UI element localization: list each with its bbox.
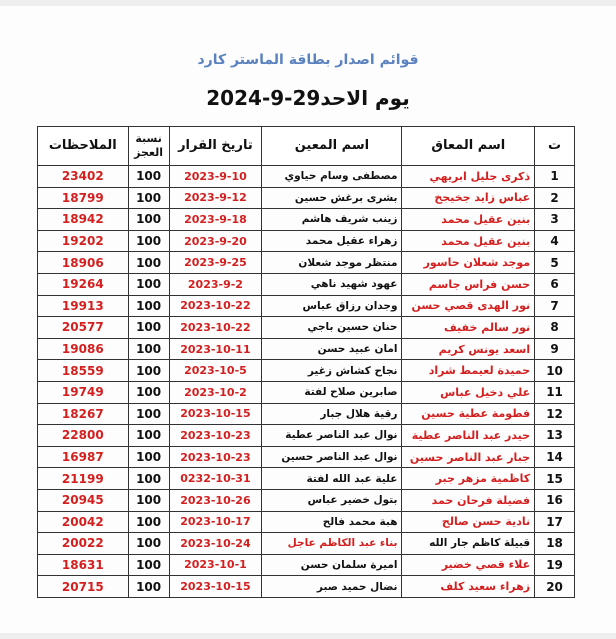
cell-disability-pct: 100 [128,230,169,252]
cell-notes: 18267 [38,403,129,425]
cell-num: 11 [535,381,575,403]
cell-num: 16 [535,489,575,511]
cell-disability-pct: 100 [128,166,169,188]
header-num: ت [535,127,575,166]
cell-disability-pct: 100 [128,489,169,511]
table-row [38,166,575,188]
table-row [38,295,575,317]
cell-decision-date: 2023-9-2 [169,273,262,295]
bottom-divider [0,633,616,639]
cell-disabled-name: فطومة عطية حسين [402,403,535,425]
cell-decision-date: 2023-9-12 [169,187,262,209]
table-row [38,446,575,468]
cell-disability-pct: 100 [128,381,169,403]
cell-disabled-name: قبيلة كاظم جار الله [402,533,535,555]
cell-disabled-name: عباس زايد جخيجخ [402,187,535,209]
cell-notes: 16987 [38,446,129,468]
cell-helper-name: مصطفى وسام حياوي [262,166,402,188]
cell-disabled-name: نادية حسن صالح [402,511,535,533]
cell-notes: 19202 [38,230,129,252]
table-row [38,403,575,425]
cell-notes: 19913 [38,295,129,317]
cell-disabled-name: بنين عقيل محمد [402,209,535,231]
cell-disabled-name: كاظمية مزهر جبر [402,468,535,490]
cell-num: 20 [535,576,575,598]
cell-notes: 18942 [38,209,129,231]
table-row [38,317,575,339]
cell-disability-pct: 100 [128,533,169,555]
cell-notes: 18559 [38,360,129,382]
table-row [38,576,575,598]
cell-helper-name: نضال حميد صبر [262,576,402,598]
table-row [38,468,575,490]
cell-notes: 18906 [38,252,129,274]
cell-disability-pct: 100 [128,295,169,317]
cell-disability-pct: 100 [128,360,169,382]
cell-disability-pct: 100 [128,511,169,533]
cell-disability-pct: 100 [128,317,169,339]
cell-num: 2 [535,187,575,209]
cell-notes: 19086 [38,338,129,360]
cell-notes: 21199 [38,468,129,490]
cell-disabled-name: حسن فراس جاسم [402,273,535,295]
cell-disability-pct: 100 [128,187,169,209]
cell-decision-date: 2023-10-17 [169,511,262,533]
cell-disabled-name: حميدة لعيمط شراد [402,360,535,382]
cell-num: 10 [535,360,575,382]
cell-notes: 19749 [38,381,129,403]
cell-decision-date: 2023-9-10 [169,166,262,188]
table-row [38,209,575,231]
page-subtitle: يوم الاحد29-9-2024 [206,86,410,110]
cell-helper-name: نجاح كشاش زغير [262,360,402,382]
cell-disability-pct: 100 [128,273,169,295]
table-row [38,187,575,209]
cell-num: 3 [535,209,575,231]
cell-decision-date: 0232-10-31 [169,468,262,490]
cell-notes: 20042 [38,511,129,533]
cell-decision-date: 2023-10-15 [169,576,262,598]
cell-disabled-name: جبار عبد الناصر حسين [402,446,535,468]
master-card-table [37,126,575,598]
cell-disabled-name: بنين عقيل محمد [402,230,535,252]
cell-disability-pct: 100 [128,446,169,468]
cell-disabled-name: ذكرى جليل ابريهي [402,166,535,188]
cell-notes: 20715 [38,576,129,598]
table-header-row [38,127,575,166]
table-body [38,166,575,598]
cell-decision-date: 2023-10-26 [169,489,262,511]
cell-disabled-name: نور سالم خفيف [402,317,535,339]
cell-notes: 18631 [38,554,129,576]
cell-num: 17 [535,511,575,533]
cell-num: 9 [535,338,575,360]
cell-disability-pct: 100 [128,554,169,576]
cell-notes: 20577 [38,317,129,339]
table-row [38,381,575,403]
cell-disability-pct: 100 [128,209,169,231]
cell-num: 13 [535,425,575,447]
cell-decision-date: 2023-9-25 [169,252,262,274]
cell-helper-name: بناء عبد الكاظم عاجل [262,533,402,555]
cell-disabled-name: علي دخيل عباس [402,381,535,403]
table-row [38,533,575,555]
cell-disabled-name: حيدر عبد الناصر عطية [402,425,535,447]
cell-disabled-name: علاء قصي خضير [402,554,535,576]
cell-notes: 19264 [38,273,129,295]
cell-decision-date: 2023-10-1 [169,554,262,576]
cell-disabled-name: نور الهدى قصي حسن [402,295,535,317]
table-row [38,489,575,511]
cell-helper-name: وجدان رزاق عباس [262,295,402,317]
cell-disability-pct: 100 [128,403,169,425]
table-row [38,554,575,576]
cell-disabled-name: موجد شعلان حاسور [402,252,535,274]
header-notes: الملاحظات [38,127,129,166]
cell-helper-name: علية عبد الله لفتة [262,468,402,490]
table-row [38,338,575,360]
cell-disabled-name: زهراء سعيد كلف [402,576,535,598]
cell-disabled-name: اسعد يونس كريم [402,338,535,360]
cell-helper-name: نوال عبد الناصر حسين [262,446,402,468]
cell-disabled-name: فضيلة فرحان حمد [402,489,535,511]
cell-helper-name: زهراء عقيل محمد [262,230,402,252]
cell-helper-name: اميرة سلمان حسن [262,554,402,576]
cell-num: 19 [535,554,575,576]
cell-helper-name: صابرين صلاح لفتة [262,381,402,403]
table-row [38,273,575,295]
cell-helper-name: هبة محمد فالح [262,511,402,533]
cell-helper-name: عهود شهيد ناهي [262,273,402,295]
cell-helper-name: زينب شريف هاشم [262,209,402,231]
cell-num: 1 [535,166,575,188]
cell-disability-pct: 100 [128,338,169,360]
page-title: قوائم اصدار بطاقة الماستر كارد [197,52,419,68]
cell-helper-name: بتول خضير عباس [262,489,402,511]
cell-decision-date: 2023-10-11 [169,338,262,360]
cell-notes: 18799 [38,187,129,209]
cell-decision-date: 2023-10-22 [169,295,262,317]
table-row [38,511,575,533]
header-decision-date: تاريخ القرار [169,127,262,166]
cell-decision-date: 2023-10-2 [169,381,262,403]
cell-decision-date: 2023-9-20 [169,230,262,252]
cell-helper-name: نوال عبد الناصر عطية [262,425,402,447]
cell-notes: 23402 [38,166,129,188]
cell-num: 6 [535,273,575,295]
cell-decision-date: 2023-10-24 [169,533,262,555]
cell-decision-date: 2023-10-22 [169,317,262,339]
header-helper-name: اسم المعين [262,127,402,166]
cell-num: 5 [535,252,575,274]
table-row [38,425,575,447]
cell-notes: 20022 [38,533,129,555]
table-row [38,230,575,252]
cell-decision-date: 2023-10-23 [169,425,262,447]
cell-num: 8 [535,317,575,339]
cell-helper-name: حنان حسين باجي [262,317,402,339]
cell-decision-date: 2023-10-5 [169,360,262,382]
header-disability-pct: نسبة العجز [128,127,169,166]
cell-notes: 22800 [38,425,129,447]
top-divider [0,0,616,6]
cell-num: 4 [535,230,575,252]
cell-num: 15 [535,468,575,490]
cell-num: 7 [535,295,575,317]
cell-decision-date: 2023-9-18 [169,209,262,231]
cell-num: 18 [535,533,575,555]
table-row [38,252,575,274]
cell-helper-name: رقية هلال جبار [262,403,402,425]
cell-helper-name: امان عبيد حسن [262,338,402,360]
table-row [38,360,575,382]
cell-num: 12 [535,403,575,425]
header-disabled-name: اسم المعاق [402,127,535,166]
cell-num: 14 [535,446,575,468]
cell-disability-pct: 100 [128,252,169,274]
cell-helper-name: بشرى برغش حسين [262,187,402,209]
cell-notes: 20945 [38,489,129,511]
cell-disability-pct: 100 [128,468,169,490]
cell-decision-date: 2023-10-23 [169,446,262,468]
cell-disability-pct: 100 [128,425,169,447]
cell-disability-pct: 100 [128,576,169,598]
cell-helper-name: منتظر موجد شعلان [262,252,402,274]
cell-decision-date: 2023-10-15 [169,403,262,425]
